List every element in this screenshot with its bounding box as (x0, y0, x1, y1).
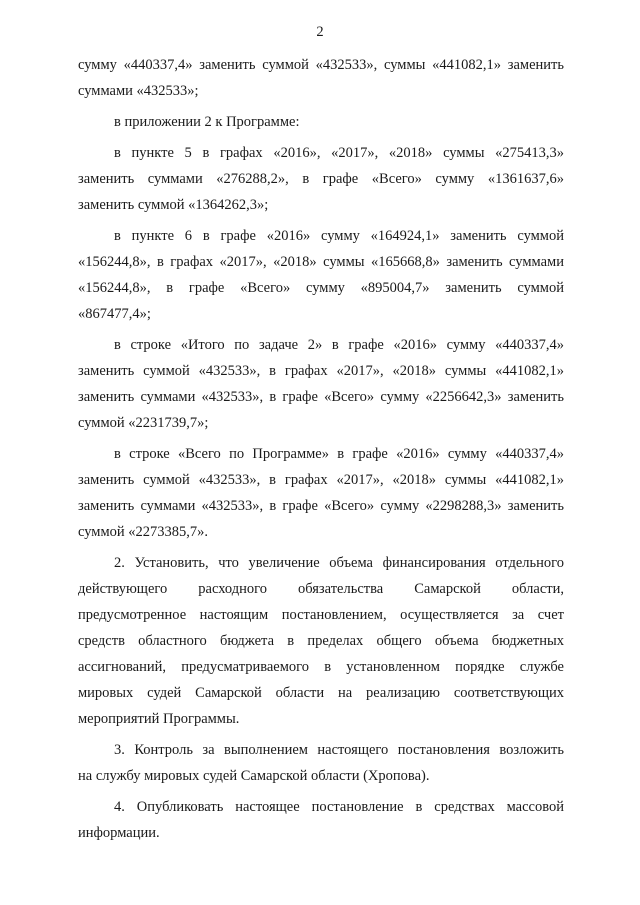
paragraph (78, 441, 564, 545)
text-line: сумму «440337,4» заменить суммой «432533», суммы «441082,1» заменить (78, 57, 564, 73)
paragraph (78, 140, 564, 218)
text-line: мировых судей Самарской области на реализацию соответствующих (78, 685, 564, 701)
text-line: ассигнований, предусматриваемого в установленном порядке службе (78, 659, 564, 675)
text-line: заменить суммами «432533», в графе «Всего» сумму «2298288,3» заменить (78, 498, 564, 514)
text-line: суммой «2273385,7». (78, 524, 209, 540)
text-line: «156244,8», в графах «2017», «2018» суммы «165668,8» заменить суммами (78, 254, 564, 270)
paragraph (78, 550, 564, 732)
text-line: в приложении 2 к Программе: (114, 114, 300, 130)
text-line: средств областного бюджета в пределах общего объема бюджетных (78, 633, 564, 649)
text-line: «867477,4»; (78, 306, 151, 322)
text-line: 3. Контроль за выполнением настоящего постановления возложить (114, 742, 564, 758)
paragraph (78, 737, 564, 789)
text-line: действующего расходного обязательства Самарской области, (78, 581, 564, 597)
text-line: 4. Опубликовать настоящее постановление в средствах массовой (114, 799, 564, 815)
text-line: заменить суммой «432533», в графах «2017», «2018» суммы «441082,1» (78, 363, 564, 379)
text-line: в строке «Итого по задаче 2» в графе «2016» сумму «440337,4» (114, 337, 564, 353)
text-line: заменить суммами «432533», в графе «Всего» сумму «2256642,3» заменить (78, 389, 564, 405)
text-line: информации. (78, 825, 160, 841)
text-line: предусмотренное настоящим постановлением, осуществляется за счет (78, 607, 564, 623)
text-line: в пункте 5 в графах «2016», «2017», «2018» суммы «275413,3» (114, 145, 564, 161)
text-line: суммами «432533»; (78, 83, 199, 99)
text-line: заменить суммой «1364262,3»; (78, 197, 269, 213)
text-line: на службу мировых судей Самарской области (Хропова). (78, 768, 430, 784)
paragraph (78, 794, 564, 846)
page-number: 2 (316, 24, 324, 40)
document-body (78, 52, 564, 846)
text-line: заменить суммой «432533», в графах «2017», «2018» суммы «441082,1» (78, 472, 564, 488)
text-line: в строке «Всего по Программе» в графе «2016» сумму «440337,4» (114, 446, 564, 462)
text-line: суммой «2231739,7»; (78, 415, 209, 431)
text-line: 2. Установить, что увеличение объема финансирования отдельного (114, 555, 564, 571)
text-line: заменить суммами «276288,2», в графе «Всего» сумму «1361637,6» (78, 171, 564, 187)
paragraph (78, 109, 564, 135)
paragraph (78, 332, 564, 436)
text-line: в пункте 6 в графе «2016» сумму «164924,1» заменить суммой (114, 228, 564, 244)
text-line: мероприятий Программы. (78, 711, 240, 727)
text-line: «156244,8», в графе «Всего» сумму «895004,7» заменить суммой (78, 280, 564, 296)
paragraph (78, 52, 564, 104)
paragraph (78, 223, 564, 327)
